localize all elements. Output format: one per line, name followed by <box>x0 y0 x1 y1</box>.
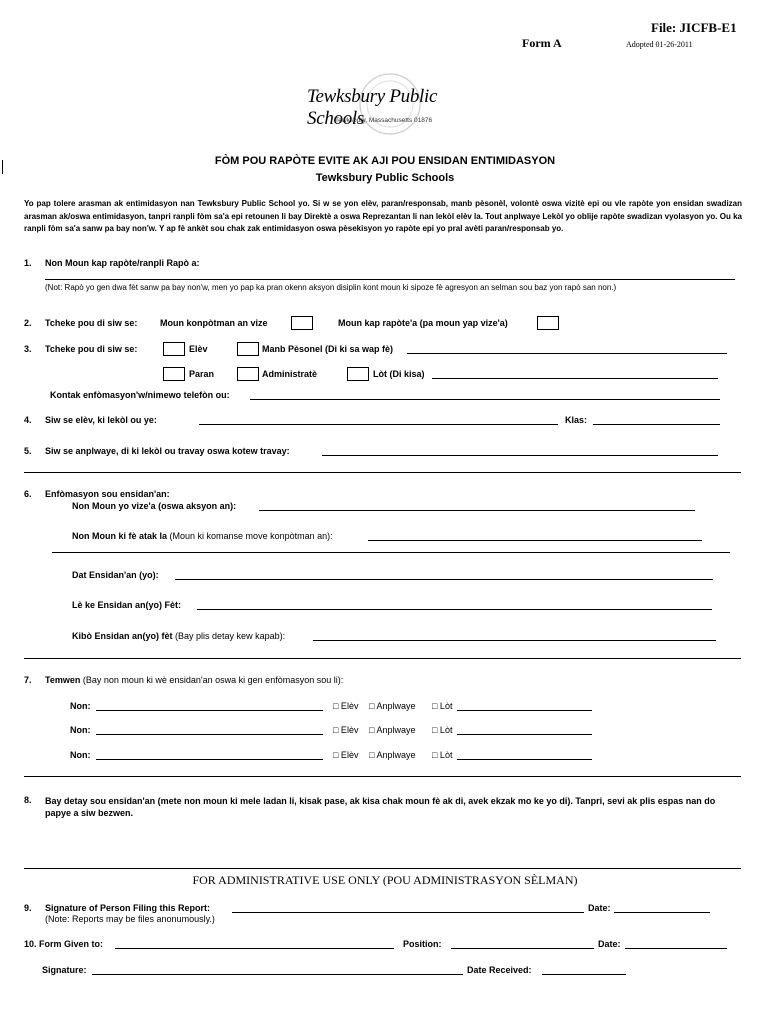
s2-label: Tcheke pou di siw se: <box>45 318 138 328</box>
contact-field[interactable] <box>250 399 720 400</box>
form-label: Form A <box>522 36 562 50</box>
s3-student-label: Elèv <box>189 344 208 354</box>
s3-parent-label: Paran <box>189 369 215 379</box>
witness2-other-checkbox[interactable]: □ Lòt <box>432 725 453 735</box>
witness1-other-field[interactable] <box>457 710 592 711</box>
s2-opt2-label: Moun kap rapòte'a (pa moun yap vize'a) <box>338 318 508 328</box>
date-received-label: Date Received: <box>467 965 532 975</box>
s5-num: 5. <box>24 446 32 456</box>
victim-field[interactable] <box>259 510 695 511</box>
divider <box>24 658 741 659</box>
date-field[interactable] <box>175 579 713 580</box>
date-received-field[interactable] <box>542 974 626 975</box>
s1-note: (Not: Rapò yo gen dwa fèt sanw pa bay non'w, men yo pap ka pran okenn aksyon disiplin kont moun ki sipoze fè agresyon an selman sou baz yon rapò san non.) <box>45 283 617 292</box>
witness2-employee-checkbox[interactable]: □ Anplwaye <box>369 725 416 735</box>
position-label: Position: <box>403 939 442 949</box>
witness3-name-label: Non: <box>70 750 91 760</box>
s9-num: 9. <box>24 903 32 913</box>
witness3-employee-checkbox[interactable]: □ Anplwaye <box>369 750 416 760</box>
s3-other-field[interactable] <box>432 378 718 379</box>
s1-label: Non Moun kap rapòte/ranpli Rapò a: <box>45 258 200 268</box>
s10-label: 10. Form Given to: <box>24 939 104 949</box>
divider <box>24 472 741 473</box>
position-field[interactable] <box>451 948 594 949</box>
date-label: Dat Ensidan'an (yo): <box>72 570 159 580</box>
logo-address: Tewksbury, Massachusetts 01876 <box>335 117 433 124</box>
s3-staff-label: Manb Pèsonel (Di ki sa wap fè) <box>262 344 394 354</box>
s8-label: Bay detay sou ensidan'an (mete non moun ki mele ladan li, kisak pase, ak kisa chak moun fè ak di, avek ekzak mo ke yo di). Tanpri, sevi ak plis espas nan do papye a siw bezwen. <box>45 796 716 818</box>
divider <box>24 776 741 777</box>
aggressor-field[interactable] <box>368 540 702 541</box>
witness1-student-checkbox[interactable]: □ Elèv <box>333 701 359 711</box>
adopted-date: Adopted 01-26-2011 <box>626 40 693 49</box>
school-logo <box>305 72 480 138</box>
s4-label: Siw se elèv, ki lekòl ou ye: <box>45 415 157 425</box>
class-field[interactable] <box>593 424 720 425</box>
s7-num: 7. <box>24 675 32 685</box>
contact-label: Kontak enfòmasyon'w/nimewo telefòn ou: <box>50 390 230 400</box>
s3-staff-checkbox[interactable] <box>237 342 259 356</box>
logo-text: Tewksbury Public Schools <box>307 86 438 129</box>
witness2-other-field[interactable] <box>457 734 592 735</box>
admin-heading: FOR ADMINISTRATIVE USE ONLY (POU ADMINISTRASYON SÈLMAN) <box>192 873 578 887</box>
signature-label: Signature: <box>42 965 87 975</box>
details-textarea[interactable] <box>45 822 735 867</box>
time-label: Lè ke Ensidan an(yo) Fèt: <box>72 600 182 610</box>
time-field[interactable] <box>197 609 712 610</box>
s10-date-field[interactable] <box>625 948 727 949</box>
reporter-name-field[interactable] <box>45 279 735 280</box>
aggressor-field-extra[interactable] <box>52 552 730 553</box>
witness2-name-field[interactable] <box>96 734 323 735</box>
file-code: File: JICFB-E1 <box>651 20 737 35</box>
s3-label: Tcheke pou di siw se: <box>45 344 138 354</box>
s1-num: 1. <box>24 258 32 268</box>
witness3-student-checkbox[interactable]: □ Elèv <box>333 750 359 760</box>
witness2-name-label: Non: <box>70 725 91 735</box>
s3-student-checkbox[interactable] <box>163 342 185 356</box>
witness2-student-checkbox[interactable]: □ Elèv <box>333 725 359 735</box>
witness3-name-field[interactable] <box>96 759 323 760</box>
s9-note: (Note: Reports may be files anonumously.) <box>45 914 215 924</box>
witness1-other-checkbox[interactable]: □ Lòt <box>432 701 453 711</box>
witness1-name-field[interactable] <box>96 710 323 711</box>
workplace-field[interactable] <box>322 455 718 456</box>
s3-admin-label: Administratè <box>262 369 318 379</box>
victim-label: Non Moun yo vize'a (oswa aksyon an): <box>72 501 237 511</box>
s7-label: Temwen (Bay non moun ki wè ensidan'an oswa ki gen enfòmasyon sou li): <box>45 675 344 685</box>
s9-date-field[interactable] <box>614 912 710 913</box>
filer-signature-field[interactable] <box>232 912 584 913</box>
s2-num: 2. <box>24 318 32 328</box>
s9-date-label: Date: <box>588 903 611 913</box>
s5-label: Siw se anplwaye, di ki lekòl ou travay oswa kotew travay: <box>45 446 290 456</box>
s3-parent-checkbox[interactable] <box>163 367 185 381</box>
s2-opt2-checkbox[interactable] <box>537 316 559 330</box>
intro-paragraph: Yo pap tolere arasman ak entimidasyon nan Tewksbury Public School yo. Si w se yon elèv, paran/responsab, manb pèsonèl, volontè oswa vizitè epi ou vle rapòte yon ensidan swadizan arasman ak/oswa entimidasyon, tanpri ranpli fòm sa'a epi retounen li bay Direktè a oswa Reprezantan li nan lekòl elèv la. Tout anplwaye Lekòl yo oblije rapòte swadizan vyolasyon yo. Ou ka ranpli fòm sa'a sanw pa bay non'w. Y ap fè ankèt sou chak zak entimidasyon oswa pèsekisyon yo rapòte epi yo pral avèti paran/responsab yo. <box>24 199 742 233</box>
form-title: FÒM POU RAPÒTE EVITE AK AJI POU ENSIDAN ENTIMIDASYON <box>214 155 556 167</box>
class-label: Klas: <box>565 415 588 425</box>
s2-opt1-checkbox[interactable] <box>291 316 313 330</box>
s3-other-label: Lòt (Di kisa) <box>373 369 425 379</box>
witness3-other-checkbox[interactable]: □ Lòt <box>432 750 453 760</box>
witness3-other-field[interactable] <box>457 759 592 760</box>
s2-opt1-label: Moun konpòtman an vize <box>160 318 268 328</box>
place-label: Kibò Ensidan an(yo) fèt (Bay plis detay kew kapab): <box>72 631 286 641</box>
aggressor-label: Non Moun ki fè atak la (Moun ki komanse move konpòtman an): <box>72 531 333 541</box>
s3-staff-field[interactable] <box>407 353 727 354</box>
school-field[interactable] <box>199 424 558 425</box>
s4-num: 4. <box>24 415 32 425</box>
witness1-name-label: Non: <box>70 701 91 711</box>
s10-date-label: Date: <box>598 939 621 949</box>
s6-num: 6. <box>24 489 32 499</box>
divider <box>24 868 741 869</box>
s8-num: 8. <box>24 795 32 805</box>
s3-other-checkbox[interactable] <box>347 367 369 381</box>
signature-field[interactable] <box>92 974 463 975</box>
form-subtitle: Tewksbury Public Schools <box>315 172 455 184</box>
witness1-employee-checkbox[interactable]: □ Anplwaye <box>369 701 416 711</box>
s9-label: Signature of Person Filing this Report: <box>45 903 211 913</box>
s3-admin-checkbox[interactable] <box>237 367 259 381</box>
form-given-to-field[interactable] <box>115 948 394 949</box>
s3-num: 3. <box>24 344 32 354</box>
s6-label: Enfòmasyon sou ensidan'an: <box>45 489 170 499</box>
place-field[interactable] <box>313 640 716 641</box>
